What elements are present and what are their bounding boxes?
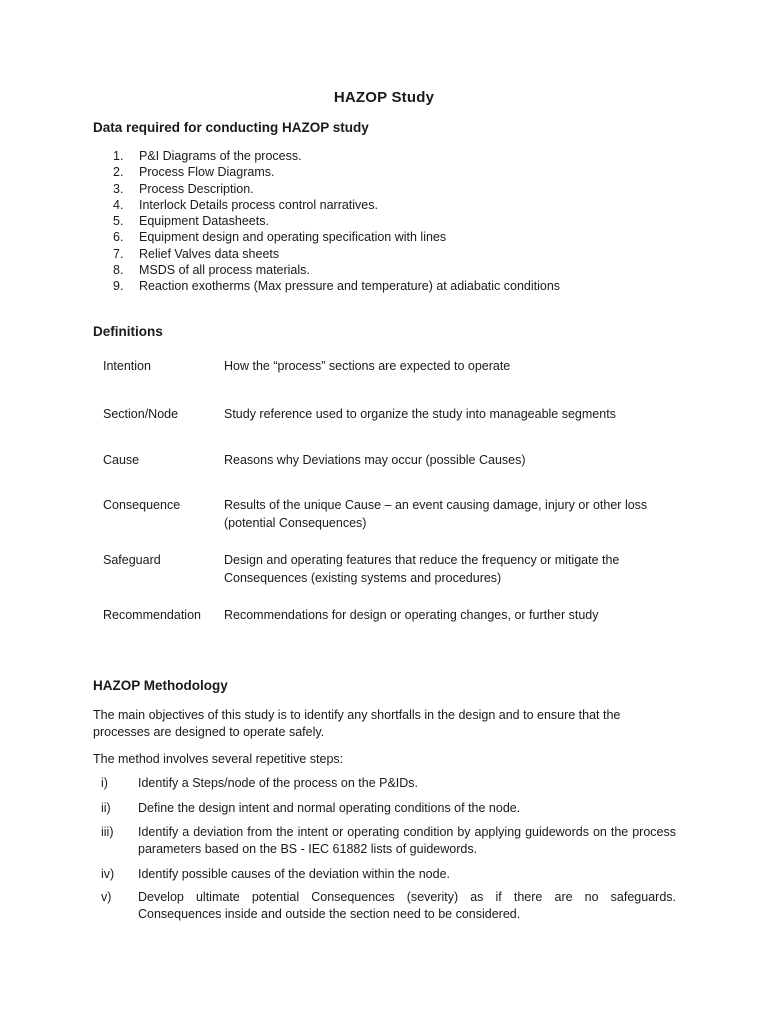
step-text: Develop ultimate potential Consequences (severity) as if there are no safeguards. Consequences inside and outside the section need to be considered. <box>138 890 676 921</box>
page-title: HAZOP Study <box>333 89 435 106</box>
list-item: 4. Interlock Details process control narratives. <box>113 197 378 212</box>
definition-term: Cause <box>103 453 140 467</box>
definition-term: Section/Node <box>103 407 179 421</box>
list-item: 9. Reaction exotherms (Max pressure and temperature) at adiabatic conditions <box>113 279 561 294</box>
step-number: v) <box>101 890 112 904</box>
objective-paragraph: The main objectives of this study is to identify any shortfalls in the design and to ensure that the processes are designed to operate safely. <box>93 708 621 739</box>
methodology-heading: HAZOP Methodology <box>93 678 228 693</box>
definition-description: Design and operating features that reduce the frequency or mitigate the Consequences (existing systems and procedures) <box>224 553 620 585</box>
definition-term: Intention <box>103 359 151 373</box>
definition-term: Safeguard <box>103 553 161 567</box>
data-required-list <box>113 148 560 295</box>
list-item: 8. MSDS of all process materials. <box>113 263 310 278</box>
definition-description: How the “process” sections are expected to operate <box>224 359 511 373</box>
step-text: Define the design intent and normal operating conditions of the node. <box>138 801 521 815</box>
step-number: iv) <box>101 867 115 881</box>
list-item: 1. P&I Diagrams of the process. <box>113 149 302 163</box>
step-text: Identify possible causes of the deviation within the node. <box>138 867 451 881</box>
list-item: 6. Equipment design and operating specification with lines <box>113 230 447 245</box>
definition-description: Recommendations for design or operating changes, or further study <box>224 608 599 622</box>
definition-description: Study reference used to organize the study into manageable segments <box>224 407 616 421</box>
list-item: 5. Equipment Datasheets. <box>113 214 269 229</box>
steps-intro-paragraph: The method involves several repetitive steps: <box>93 752 344 766</box>
list-item: 7. Relief Valves data sheets <box>113 246 280 261</box>
definitions-heading: Definitions <box>93 324 163 339</box>
definition-term: Recommendation <box>103 608 201 622</box>
definition-description: Reasons why Deviations may occur (possible Causes) <box>224 453 526 467</box>
step-number: ii) <box>101 801 111 815</box>
list-item: 2. Process Flow Diagrams. <box>113 165 275 180</box>
definition-term: Consequence <box>103 498 181 512</box>
step-number: iii) <box>101 825 114 839</box>
step-text: Identify a deviation from the intent or operating condition by applying guidewords on the process parameters based on the BS - IEC 61882 lists of guidewords. <box>138 825 676 856</box>
data-required-heading: Data required for conducting HAZOP study <box>93 120 369 135</box>
step-number: i) <box>101 776 108 790</box>
definition-description: Results of the unique Cause – an event causing damage, injury or other loss (potential Consequences) <box>224 498 648 530</box>
step-text: Identify a Steps/node of the process on the P&IDs. <box>138 776 419 790</box>
list-item: 3. Process Description. <box>113 181 254 196</box>
